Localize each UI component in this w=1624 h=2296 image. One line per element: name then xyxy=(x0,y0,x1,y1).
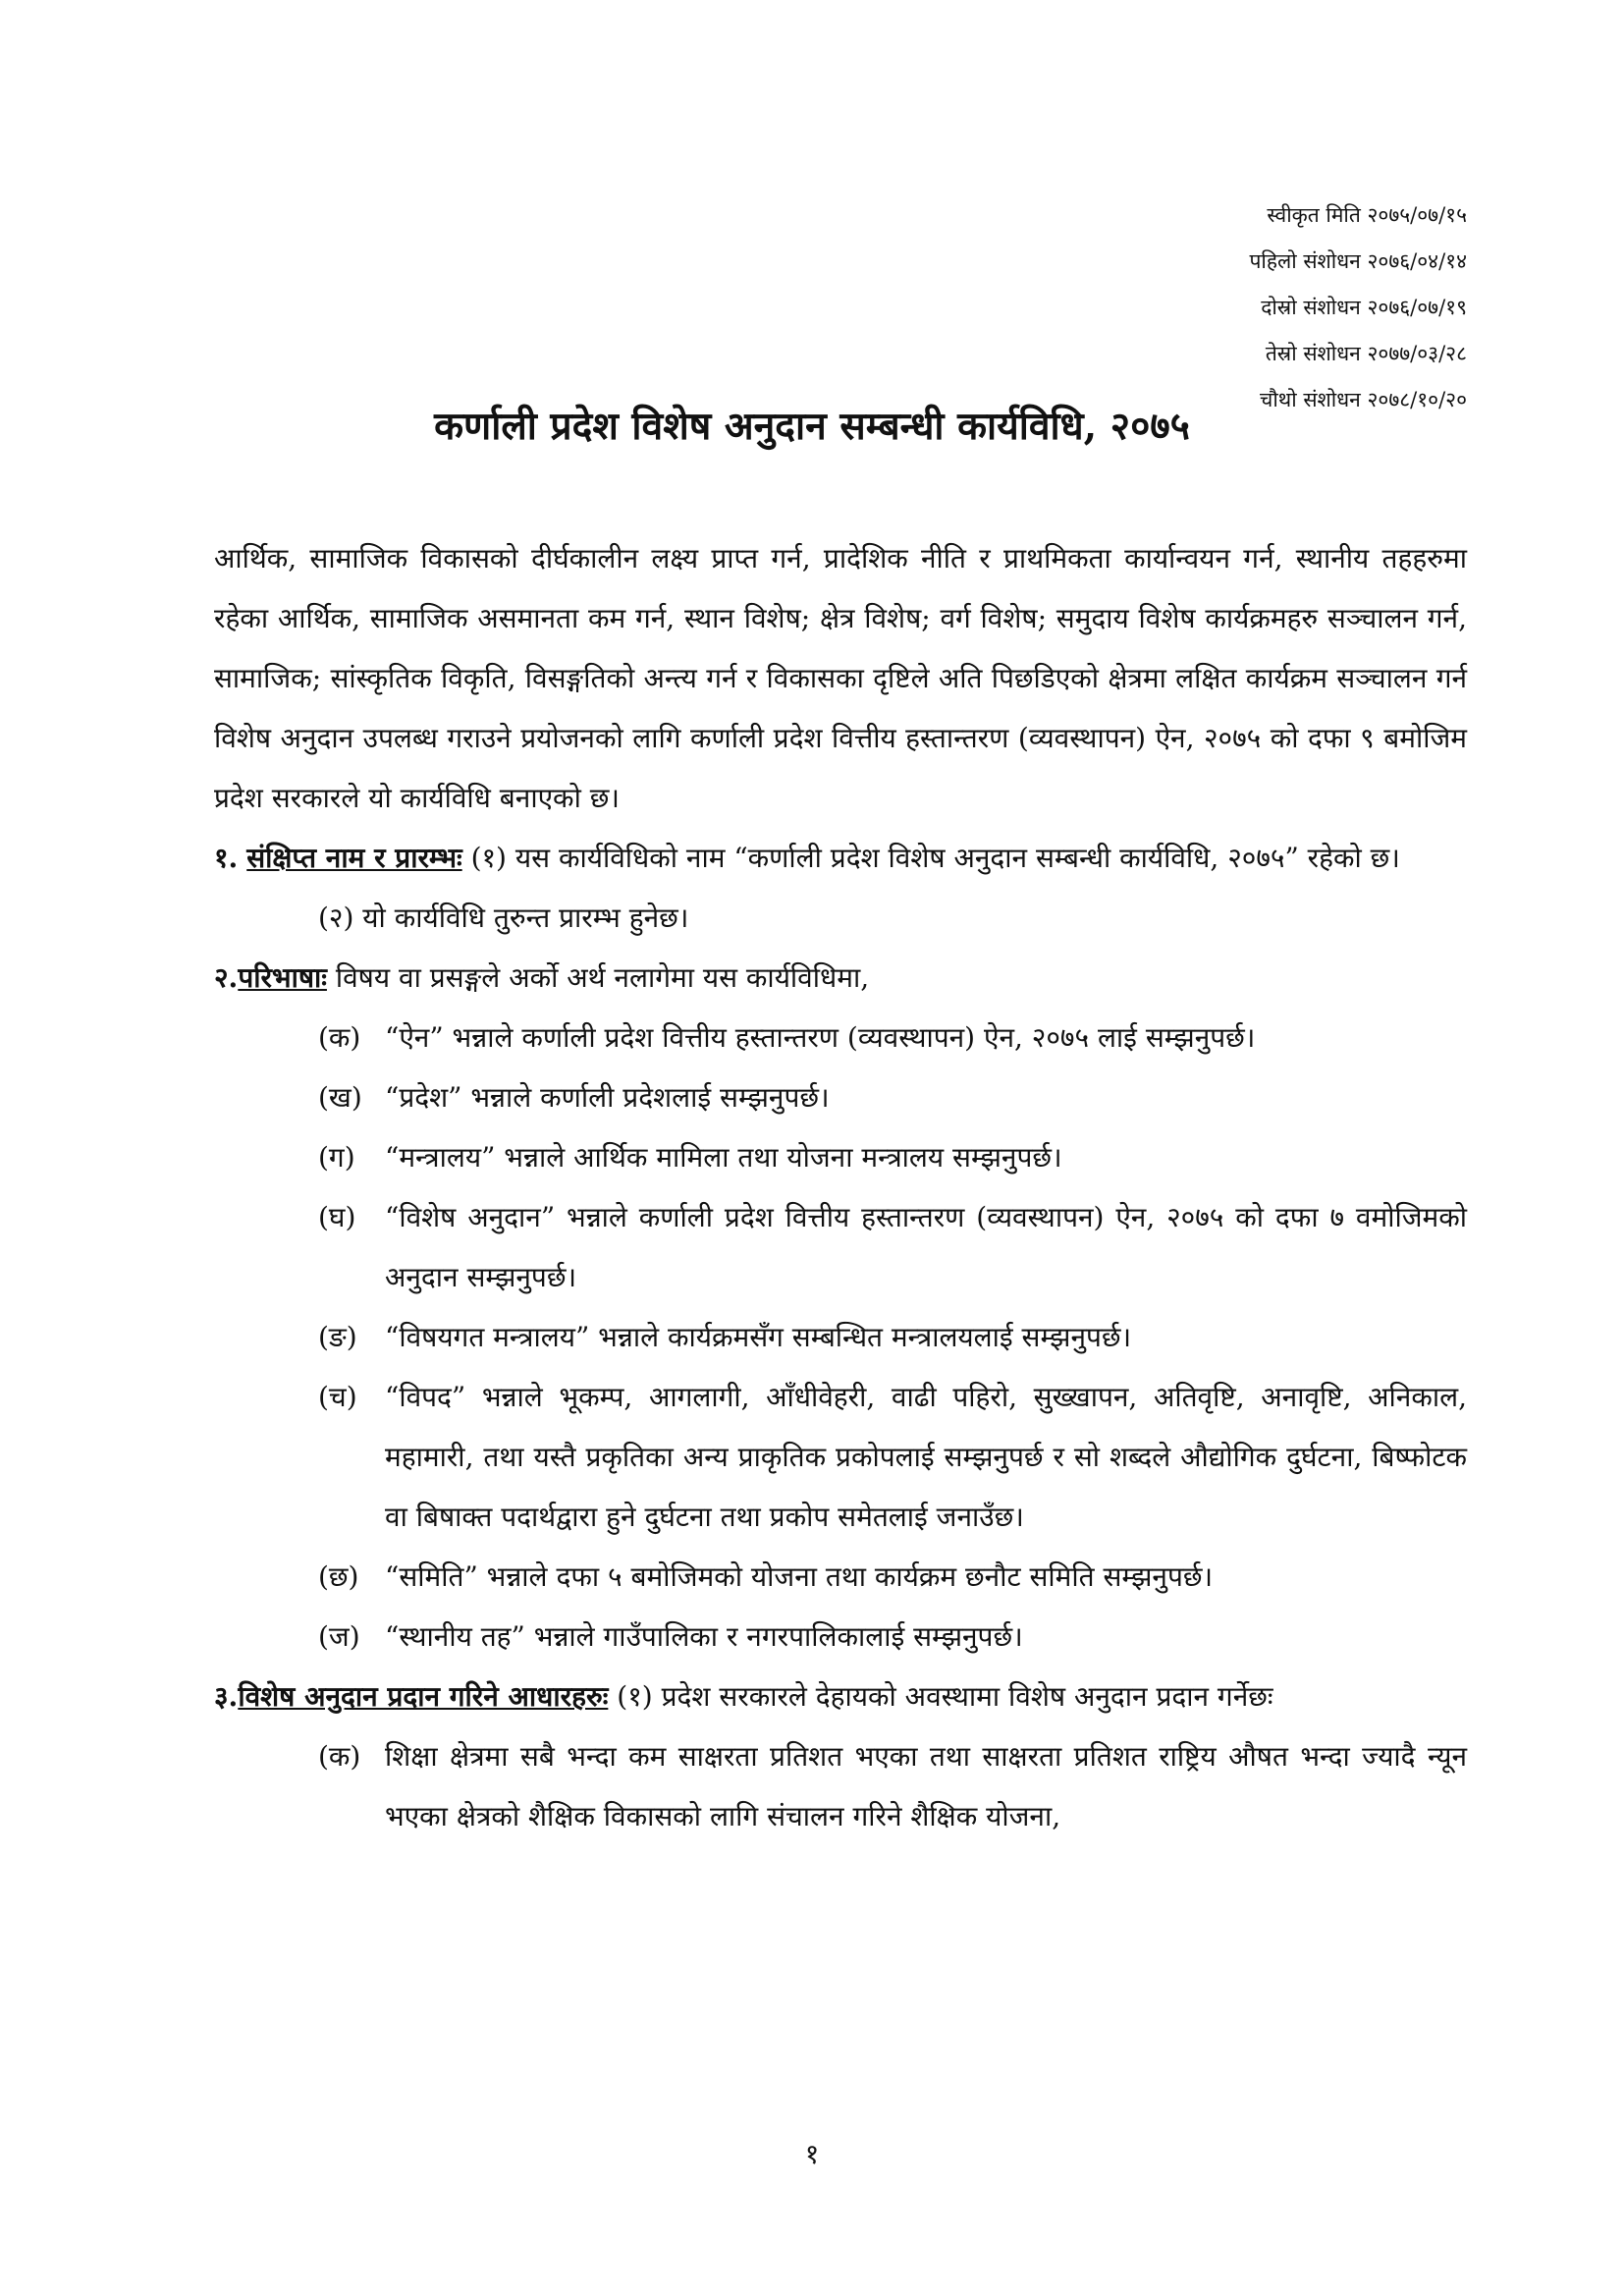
amendment-history xyxy=(1249,192,1467,423)
definition-text: “विषयगत मन्त्रालय” भन्नाले कार्यक्रमसँग सम्बन्धित मन्त्रालयलाई सम्झनुपर्छ। xyxy=(385,1321,1132,1353)
definition-text: “विपद” भन्नाले भूकम्प, आगलागी, आँधीवेहरी, वाढी पहिरो, सुख्खापन, अतिवृष्टि, अनावृष्टि, अनिकाल, महामारी, तथा यस्तै प्रकृतिका अन्य प्राकृतिक प्रकोपलाई सम्झनुपर्छ र सो शब्दले औद्योगिक दुर्घटना, बिष्फोटक वा बिषाक्त पदार्थद्वारा हुने दुर्घटना तथा प्रकोप समेतलाई जनाउँछ। xyxy=(385,1381,1467,1533)
second-amendment: दोस्रो संशोधन २०७६/०७/१९ xyxy=(1261,296,1467,319)
document-title: कर्णाली प्रदेश विशेष अनुदान सम्बन्धी कार्यविधि, २०७५ xyxy=(434,404,1190,449)
section-2-intro: विषय वा प्रसङ्गले अर्को अर्थ नलागेमा यस कार्यविधिमा, xyxy=(335,961,870,994)
fourth-amendment: चौथो संशोधन २०७८/१०/२० xyxy=(1260,388,1467,411)
definition-text: “स्थानीय तह” भन्नाले गाउँपालिका र नगरपालिकालाई सम्झनुपर्छ। xyxy=(385,1620,1023,1653)
definition-text: “समिति” भन्नाले दफा ५ बमोजिमको योजना तथा कार्यक्रम छनौट समिति सम्झनुपर्छ। xyxy=(385,1560,1214,1593)
section-3-number: ३. xyxy=(214,1680,239,1713)
definition-item xyxy=(214,1607,1467,1667)
definition-item xyxy=(214,1067,1467,1127)
preamble: आर्थिक, सामाजिक विकासको दीर्घकालीन लक्ष्य प्राप्त गर्न, प्रादेशिक नीति र प्राथमिकता कार्यान्वयन गर्न, स्थानीय तहहरुमा रहेका आर्थिक, सामाजिक असमानता कम गर्न, स्थान विशेष; क्षेत्र विशेष; वर्ग विशेष; समुदाय विशेष कार्यक्रमहरु सञ्चालन गर्न, सामाजिक; सांस्कृतिक विकृति, विसङ्गतिको अन्त्य गर्न र विकासका दृष्टिले अति पिछडिएको क्षेत्रमा लक्षित कार्यक्रम सञ्चालन गर्न विशेष अनुदान उपलब्ध गराउने प्रयोजनको लागि कर्णाली प्रदेश वित्तीय हस्तान्तरण (व्यवस्थापन) ऐन, २०७५ को दफा ९ बमोजिम प्रदेश सरकारले यो कार्यविधि बनाएको छ। xyxy=(214,542,1467,814)
definition-mark: (च) xyxy=(318,1381,357,1413)
section-1-number: १. xyxy=(214,842,239,874)
definition-item xyxy=(214,1187,1467,1307)
approval-date: स्वीकृत मिति २०७५/०७/१५ xyxy=(1267,203,1467,227)
definition-text: “मन्त्रालय” भन्नाले आर्थिक मामिला तथा योजना मन्त्रालय सम्झनुपर्छ। xyxy=(385,1141,1062,1174)
definition-item xyxy=(214,1367,1467,1547)
section-3 xyxy=(214,1667,1467,1726)
basis-text: शिक्षा क्षेत्रमा सबै भन्दा कम साक्षरता प्रतिशत भएका तथा साक्षरता प्रतिशत राष्ट्रिय औषत भन्दा ज्यादै न्यून भएका क्षेत्रको शैक्षिक विकासको लागि संचालन गरिने शैक्षिक योजना, xyxy=(385,1740,1467,1832)
section-1-text: (१) यस कार्यविधिको नाम “कर्णाली प्रदेश विशेष अनुदान सम्बन्धी कार्यविधि, २०७५” रहेको छ। xyxy=(470,842,1400,874)
section-3-title: विशेष अनुदान प्रदान गरिने आधारहरुः xyxy=(238,1680,609,1713)
document-body xyxy=(214,528,1467,1846)
section-2-number: २. xyxy=(214,961,239,994)
section-1-subclause-2: (२) यो कार्यविधि तुरुन्त प्रारम्भ हुनेछ। xyxy=(318,902,689,934)
definition-mark: (ङ) xyxy=(318,1321,357,1353)
definition-text: “प्रदेश” भन्नाले कर्णाली प्रदेशलाई सम्झनुपर्छ। xyxy=(385,1081,830,1114)
definition-item xyxy=(214,1008,1467,1067)
basis-item xyxy=(214,1726,1467,1846)
page-number: १ xyxy=(804,2138,820,2170)
definition-mark: (छ) xyxy=(318,1560,359,1593)
section-2 xyxy=(214,948,1467,1008)
section-2-title: परिभाषाः xyxy=(238,961,327,994)
section-1 xyxy=(214,828,1467,888)
definition-item xyxy=(214,1307,1467,1367)
definition-text: “ऐन” भन्नाले कर्णाली प्रदेश वित्तीय हस्तान्तरण (व्यवस्थापन) ऐन, २०७५ लाई सम्झनुपर्छ। xyxy=(385,1021,1256,1054)
definition-item xyxy=(214,1127,1467,1187)
section-1-title: संक्षिप्त नाम र प्रारम्भः xyxy=(246,842,462,874)
basis-mark: (क) xyxy=(318,1740,361,1773)
definition-mark: (घ) xyxy=(318,1201,356,1233)
definition-item xyxy=(214,1547,1467,1607)
third-amendment: तेस्रो संशोधन २०७७/०३/२८ xyxy=(1265,342,1467,365)
definition-mark: (क) xyxy=(318,1021,361,1054)
definition-mark: (ग) xyxy=(318,1141,355,1174)
section-3-text: (१) प्रदेश सरकारले देहायको अवस्थामा विशेष अनुदान प्रदान गर्नेछः xyxy=(617,1680,1273,1713)
definition-mark: (ख) xyxy=(318,1081,362,1114)
definition-mark: (ज) xyxy=(318,1620,360,1653)
first-amendment: पहिलो संशोधन २०७६/०४/१४ xyxy=(1249,249,1467,273)
definition-text: “विशेष अनुदान” भन्नाले कर्णाली प्रदेश वित्तीय हस्तान्तरण (व्यवस्थापन) ऐन, २०७५ को दफा ७ वमोजिमको अनुदान सम्झनुपर्छ। xyxy=(385,1201,1467,1293)
